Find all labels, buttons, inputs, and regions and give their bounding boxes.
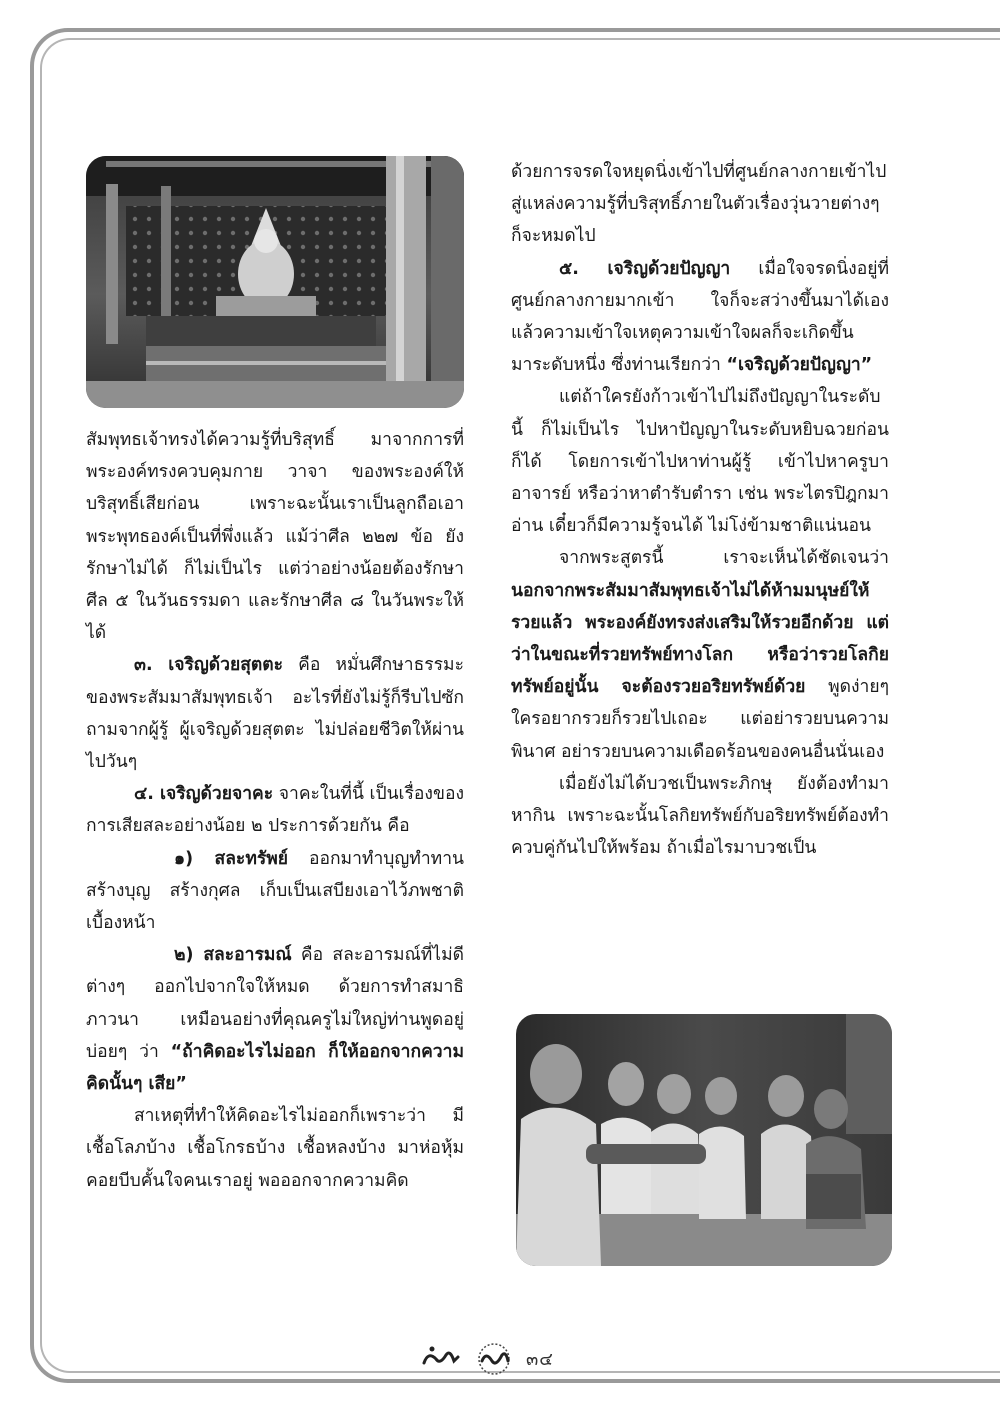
quote-panya: “เจริญด้วยปัญญา” xyxy=(726,355,873,376)
left-paragraph-4-text: ออกมาทำบุญทำทาน สร้างบุญ สร้างกุศล เก็บเป็นเสบียงเอาไว้ภพชาติเบื้องหน้า xyxy=(86,848,464,934)
right-paragraph-4 xyxy=(511,542,889,767)
heading-sacrifice-wealth: ๑) สละทรัพย์ xyxy=(174,848,289,869)
temple-interior-photo xyxy=(86,156,464,408)
right-paragraph-1: ด้วยการจรดใจหยุดนิ่งเข้าไปที่ศูนย์กลางกายเข้าไปสู่แหล่งความรู้ที่บริสุทธิ์ภายในตัวเรื่องวุ่นวายต่างๆ ก็จะหมดไป xyxy=(511,162,887,247)
magazine-logo-icon xyxy=(420,1339,520,1377)
page-footer xyxy=(420,1338,554,1378)
right-paragraph-5: เมื่อยังไม่ได้บวชเป็นพระภิกษุ ยังต้องทำมาหากิน เพราะฉะนั้นโลกิยทรัพย์กับอริยทรัพย์ต้องทำควบคู่กันไปให้พร้อม ถ้าเมื่อไรมาบวชเป็น xyxy=(511,773,889,859)
right-paragraph-4-intro: จากพระสูตรนี้ เราจะเห็นได้ชัดเจนว่า xyxy=(559,548,889,569)
left-paragraph-5-text: คือ สละอารมณ์ที่ไม่ดีต่างๆ ออกไปจากใจให้หมด ด้วยการทำสมาธิภาวนา เหมือนอย่างที่คุณครูไม่ใหญ่ท่านพูดอยู่บ่อยๆ ว่า xyxy=(86,945,464,1062)
left-paragraph-3-text: จาคะในที่นี้ เป็นเรื่องของการเสียสละอย่างน้อย ๒ ประการด้วยกัน คือ xyxy=(86,784,464,837)
right-paragraph-2-text: เมื่อใจจรดนิ่งอยู่ที่ศูนย์กลางกายมากเข้า ใจก็จะสว่างขึ้นมาได้เอง แล้วความเข้าใจเหตุความเข้าใจผลก็จะเกิดขึ้นมาระดับหนึ่ง ซึ่งท่านเรียกว่า xyxy=(511,258,890,376)
right-paragraph-2 xyxy=(511,253,889,382)
left-paragraph-2 xyxy=(86,649,464,778)
left-paragraph-6: สาเหตุที่ทำให้คิดอะไรไม่ออกก็เพราะว่า มีเชื้อโลภบ้าง เชื้อโกรธบ้าง เชื้อหลงบ้าง มาห่อหุ้มคอยบีบคั้นใจคนเราอยู่ พอออกจากความคิด xyxy=(86,1106,464,1191)
quote-think: “ถ้าคิดอะไรไม่ออก ก็ให้ออกจากความคิดนั้นๆ เสีย” xyxy=(86,1041,464,1095)
page-number: ๓๔ xyxy=(526,1348,554,1370)
left-text-column xyxy=(86,424,464,1197)
heading-panya: ๕. เจริญด้วยปัญญา xyxy=(559,258,731,279)
left-paragraph-3 xyxy=(86,778,464,842)
left-paragraph-1: สัมพุทธเจ้าทรงได้ความรู้ที่บริสุทธิ์ มาจากการที่พระองค์ทรงควบคุมกาย วาจา ของพระองค์ให้บริสุทธิ์เสียก่อน เพราะฉะนั้นเราเป็นลูกถือเอาพระพุทธองค์เป็นที่พึ่งแล้ว แม้ว่าศีล ๒๒๗ ข้อ ยังรักษาไม่ได้ ก็ไม่เป็นไร แต่ว่าอย่างน้อยต้องรักษาศีล ๕ ในวันธรรมดา และรักษาศีล ๘ ในวันพระให้ได้ xyxy=(86,430,464,644)
emphasis-wealth: นอกจากพระสัมมาสัมพุทธเจ้าไม่ได้ห้ามมนุษย์ให้รวยแล้ว พระองค์ยังทรงส่งเสริมให้รวยอีกด้วย แต่ว่าในขณะที่รวยทรัพย์ทางโลก หรือว่ารวยโลกิยทรัพย์อยู่นั้น จะต้องรวยอริยทรัพย์ด้วย xyxy=(511,580,889,698)
monks-photo xyxy=(516,1014,892,1266)
left-paragraph-4 xyxy=(86,843,464,940)
right-paragraph-4-text: พูดง่ายๆ ใครอยากรวยก็รวยไปเถอะ แต่อย่ารวยบนความพินาศ อย่ารวยบนความเดือดร้อนของคนอื่นนั่นเอง xyxy=(511,677,889,762)
right-paragraph-3: แต่ถ้าใครยังก้าวเข้าไปไม่ถึงปัญญาในระดับนี้ ก็ไม่เป็นไร ไปหาปัญญาในระดับหยิบฉวยก่อนก็ได้ โดยการเข้าไปหาท่านผู้รู้ เข้าไปหาครูบาอาจารย์ หรือว่าหาตำรับตำรา เช่น พระไตรปิฎกมาอ่าน เดี๋ยวก็มีความรู้จนได้ ไม่โง่ข้ามชาติแน่นอน xyxy=(511,387,889,537)
right-text-column xyxy=(511,156,889,864)
heading-suttta: ๓. เจริญด้วยสุตตะ xyxy=(134,655,284,676)
left-paragraph-5 xyxy=(86,939,464,1100)
left-paragraph-2-text: คือ หมั่นศึกษาธรรมะของพระสัมมาสัมพุทธเจ้า อะไรที่ยังไม่รู้ก็รีบไปซักถามจากผู้รู้ ผู้เจริญด้วยสุตตะ ไม่ปล่อยชีวิตให้ผ่านไปวันๆ xyxy=(86,655,464,773)
heading-sacrifice-emotion: ๒) สละอารมณ์ xyxy=(174,945,292,966)
heading-jaga: ๔. เจริญด้วยจาคะ xyxy=(134,784,274,805)
